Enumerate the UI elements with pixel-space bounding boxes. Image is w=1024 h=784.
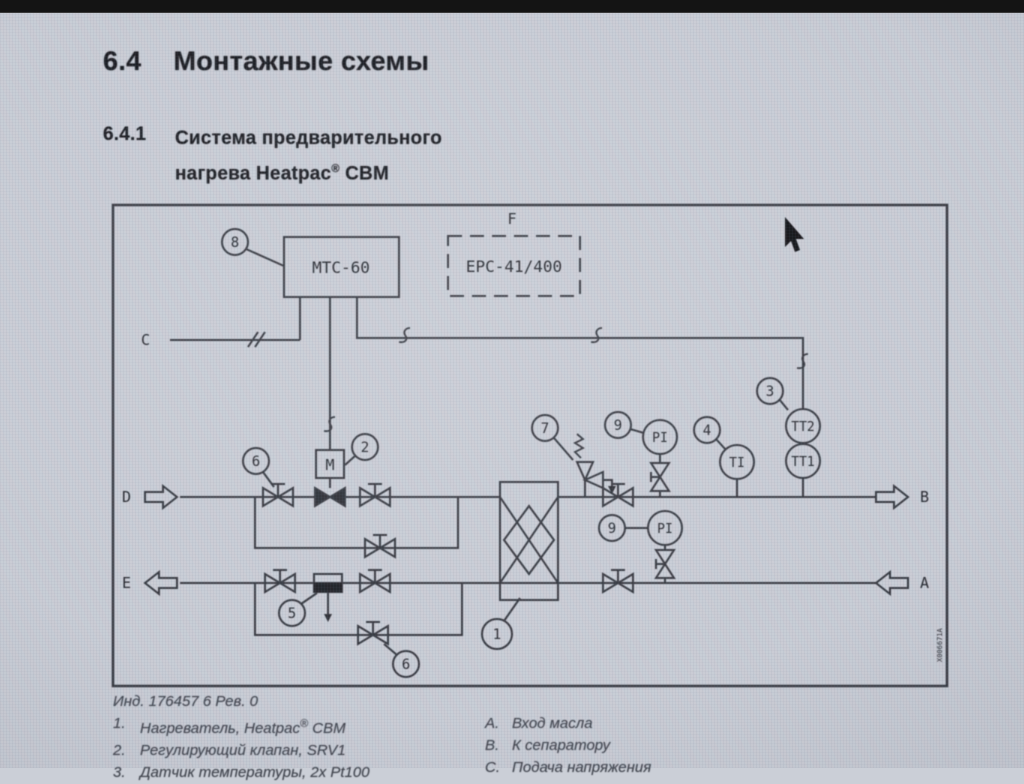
- callout-6: 6: [401, 657, 411, 673]
- pi-label: PI: [657, 522, 673, 537]
- port-label-f: F: [507, 210, 517, 228]
- needle-valve-symbol: [651, 463, 669, 491]
- callout-8: 8: [230, 235, 240, 251]
- legend-item: B. К сепаратору: [485, 737, 611, 754]
- legend-item: 1. Нагреватель, Heatpac® CBM: [113, 715, 346, 737]
- outlet-arrow-e: [145, 572, 177, 594]
- callout-5: 5: [287, 606, 297, 622]
- outlet-arrow-b: [876, 486, 908, 508]
- callout-9: 9: [607, 521, 617, 537]
- inlet-arrow-a: [876, 572, 908, 594]
- wire-break-mark: [591, 328, 602, 342]
- actuator-label: M: [325, 456, 335, 474]
- mouse-cursor: [785, 217, 804, 252]
- subsection-title: Система предварительного нагрева Heatpac® CBM: [175, 128, 443, 185]
- control-wiring: [170, 297, 808, 450]
- valve-symbol: [360, 484, 390, 506]
- diagram-border: [113, 205, 947, 686]
- needle-valve-symbol: [656, 550, 674, 578]
- callout-4: 4: [702, 423, 712, 439]
- tt2-label: TT2: [791, 420, 815, 435]
- port-label-a: A: [920, 574, 930, 592]
- tt1-label: TT1: [791, 455, 815, 470]
- valve-symbol: [360, 570, 390, 592]
- inlet-arrow-d: [145, 486, 177, 508]
- port-label-e: E: [121, 574, 131, 592]
- legend-item: 2. Регулирующий клапан, SRV1: [113, 742, 346, 759]
- section-number: 6.4: [103, 46, 142, 76]
- ti-label: TI: [729, 456, 745, 471]
- valve-symbol: [603, 570, 633, 592]
- mtc-60-label: MTC-60: [312, 258, 370, 277]
- port-label-b: B: [920, 488, 930, 506]
- callout-7: 7: [540, 421, 550, 437]
- flow-arrows: [145, 486, 908, 594]
- section-title: Монтажные схемы: [173, 46, 430, 76]
- callout-6: 6: [251, 454, 261, 470]
- valve-symbol: [263, 484, 293, 506]
- subsection-number: 6.4.1: [103, 124, 147, 145]
- legend-right-column: [485, 713, 953, 784]
- wire-break-mark: [399, 328, 410, 342]
- epc-label: EPC-41/400: [465, 257, 563, 276]
- doc-reference: Инд. 176457 6 Рев. 0: [113, 693, 259, 710]
- figure-legend: [113, 691, 953, 784]
- legend-item: A. Вход масла: [485, 715, 593, 732]
- screen-top-bezel: [0, 0, 1024, 13]
- drawing-code: X006671A: [936, 628, 944, 662]
- port-label-c: C: [140, 331, 150, 349]
- callout-2: 2: [360, 440, 370, 456]
- legend-item: C. Подача напряжения: [485, 759, 652, 776]
- port-label-d: D: [121, 488, 131, 506]
- legend-item: 3. Датчик температуры, 2x Pt100: [113, 764, 370, 781]
- valve-symbol: [358, 622, 388, 644]
- filter-symbol: [314, 574, 342, 622]
- callout-1: 1: [492, 627, 502, 643]
- valve-symbol: [365, 535, 395, 557]
- legend-left-column: [113, 713, 485, 784]
- control-valve-symbol: [315, 488, 345, 506]
- safety-valve-symbol: [575, 434, 616, 497]
- pi-label: PI: [652, 431, 668, 446]
- callout-9: 9: [613, 418, 623, 434]
- valve-symbol: [603, 484, 633, 506]
- valve-symbol: [265, 570, 295, 592]
- callout-3: 3: [765, 384, 775, 400]
